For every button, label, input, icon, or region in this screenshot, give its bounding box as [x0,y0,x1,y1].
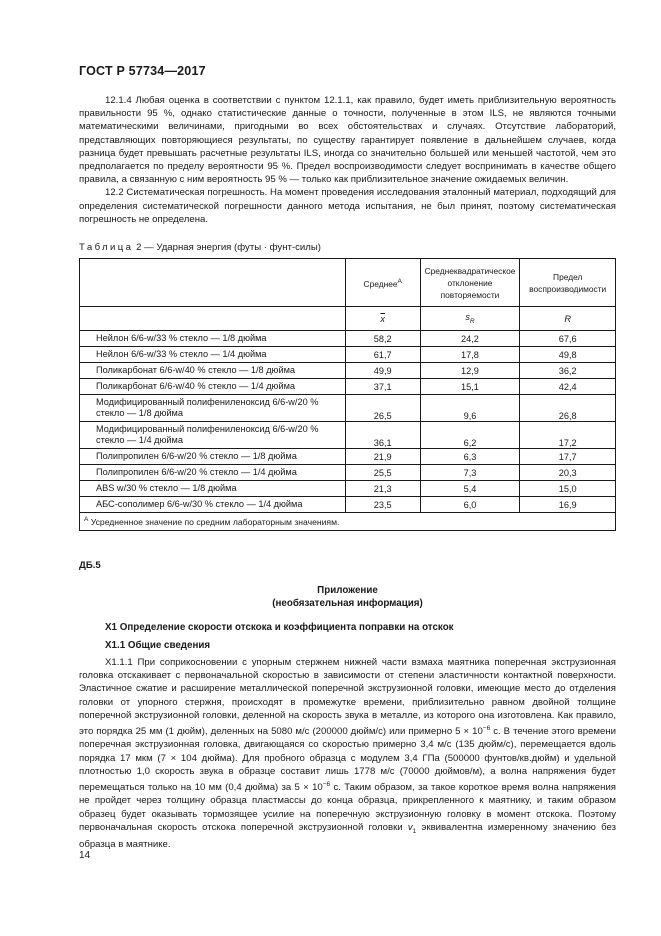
material-cell: Модифицированный полифениленоксид 6/6-w/20 % стекло — 1/4 дюйма [80,422,346,449]
sr-cell: 17,8 [420,347,520,363]
sr-cell: 9,6 [420,395,520,422]
material-cell: АБС-сополимер 6/6-w/30 % стекло — 1/4 дюйма [80,497,346,513]
table-row [80,331,616,347]
table-row [80,347,616,363]
table-row [80,481,616,497]
r-cell: 36,2 [520,363,616,379]
material-cell: Поликарбонат 6/6-w/40 % стекло — 1/4 дюйма [80,379,346,395]
table-caption-text: 2 — Ударная энергия (футы · фунт-силы) [133,242,321,253]
header-mean: Среднее$^A$ [345,259,420,307]
sr-cell: 6,2 [420,422,520,449]
r-cell: 15,0 [520,481,616,497]
table-row [80,465,616,481]
sr-cell: 6,3 [420,449,520,465]
material-cell: Нейлон 6/6-w/33 % стекло — 1/8 дюйма [80,331,346,347]
header-reproducibility: Предел воспроизводимости [520,259,616,307]
sr-cell: 12,9 [420,363,520,379]
table-symbol-row [80,307,616,331]
standard-header: ГОСТ Р 57734—2017 [79,64,206,78]
r-cell: 42,4 [520,379,616,395]
r-cell: 26,8 [520,395,616,422]
mean-cell: 21,9 [345,449,420,465]
material-cell: Полипропилен 6/6-w/20 % стекло — 1/4 дюйма [80,465,346,481]
symbol-r: R [520,307,616,331]
material-cell: Полипропилен 6/6-w/20 % стекло — 1/8 дюйма [80,449,346,465]
mean-cell: 23,5 [345,497,420,513]
r-cell: 67,6 [520,331,616,347]
page-number: 14 [79,850,91,861]
header-material [80,259,346,307]
table-row [80,363,616,379]
mean-cell: 61,7 [345,347,420,363]
sr-cell: 15,1 [420,379,520,395]
table-row [80,379,616,395]
mean-cell: 26,5 [345,395,420,422]
r-cell: 17,7 [520,449,616,465]
material-cell: Поликарбонат 6/6-w/40 % стекло — 1/8 дюйма [80,363,346,379]
header-repeatability: Среднеквадратическое отклонение повторяемости [420,259,520,307]
material-cell: ABS w/30 % стекло — 1/8 дюйма [80,481,346,497]
sr-cell: 24,2 [420,331,520,347]
paragraph-12-2: 12.2 Систематическая погрешность. На момент проведения исследования эталонный материал, подходящий для определения систематической погрешности данного метода испытания, не был принят, поэтому систематическая погрешность не определена. [79,187,616,225]
r-cell: 17,2 [520,422,616,449]
table-row [80,497,616,513]
table-caption [79,242,321,253]
impact-energy-table [79,258,616,531]
symbol-mean: $\overline{x}$ [345,307,420,331]
mean-cell: 58,2 [345,331,420,347]
table-row [80,422,616,449]
table-row [80,449,616,465]
material-cell: Модифицированный полифениленоксид 6/6-w/20 % стекло — 1/8 дюйма [80,395,346,422]
symbol-blank [80,307,346,331]
table-footnote: $^A$ Усредненное значение по средним лабораторным значениям. [80,513,616,531]
body-text-appendix [79,656,616,851]
table-footnote-row [80,513,616,531]
mean-cell: 36,1 [345,422,420,449]
appendix-subtitle: (необязательная информация) [272,598,423,609]
r-cell: 49,8 [520,347,616,363]
table-body [80,331,616,513]
section-x1-heading: X1 Определение скорости отскока и коэффициента поправки на отскок [105,622,454,633]
r-cell: 20,3 [520,465,616,481]
paragraph-x1-1-1: X1.1.1 При соприкосновении с упорным стержнем нижней части взмаха маятника поперечная экструзионная головка отскакивает с первоначальной скоростью в зависимости от степени эластичности контактной поверхности. Эластичное сжатие и расширение металлической поперечной экструзионной головки, имеющие место до отделения головки от упорного стержня, происходят в промежутке времени, приблизительно равном двойной толщине поперечной экструзионной головки, деленной на скорость звука в металле, из которого она изготовлена. Как правило, это порядка 25 мм (1 дюйм), деленных на 5080 м/с (200000 дюйм/с) или примерно $5 \times 10^{-6}$ с. В течение этого времени поперечная экструзионная головка, двигающаяся со скоростью примерно 3,4 м/с (135 дюйм/с), перемещается вдоль порядка 17 мкм (7 × 104 дюйма). Для пробного образца с модулем 3,4 ГПа (500000 фунтов/кв.дюйм) и удельной плотностью 1,0 скорость звука в образце составит лишь 1778 м/с (70000 дюймов/м), а волна напряжения будет перемещаться только на 10 мм (0,4 дюйма) за $5 \times 10^{-6}$ с. Таким образом, за такое короткое время волна напряжения не пройдет через толщину образца пластмассы до конца образца, прикрепленного к маятнику, и таким образом образец будет оказывать тормозящее усилие на поперечную экструзионную головку в момент отскока. Поэтому первоначальная скорость отскока поперечной экструзионной головки $v_1$ эквивалентна измеренному значению без образца в маятнике. [79,657,616,850]
sr-cell: 5,4 [420,481,520,497]
table-header-row [80,259,616,307]
section-x1-1-heading: X1.1 Общие сведения [105,640,211,651]
section-marker: ДБ.5 [79,560,101,571]
sr-cell: 7,3 [420,465,520,481]
material-cell: Нейлон 6/6-w/33 % стекло — 1/4 дюйма [80,347,346,363]
table-row [80,395,616,422]
r-cell: 16,9 [520,497,616,513]
mean-cell: 21,3 [345,481,420,497]
sr-cell: 6,0 [420,497,520,513]
table-caption-prefix: Таблица [79,242,134,253]
appendix-title: Приложение [317,585,378,596]
mean-cell: 37,1 [345,379,420,395]
body-text-top [79,94,616,226]
mean-cell: 49,9 [345,363,420,379]
paragraph-12-1-4: 12.1.4 Любая оценка в соответствии с пунктом 12.1.1, как правило, будет иметь приблизительную вероятность правильности 95 %, однако статистические данные о точности, полученные в этом ILS, не являются точными математическими величинами, пригодными во всех обстоятельствах и случаях. Отсутствие лабораторий, представляющих повторяющиеся результаты, по существу гарантирует появление в дальнейшем случаев, когда разница будет превышать расчетные результаты ILS, иногда со значительно большей или меньшей частотой, чем это предполагается по пределу вероятности 95 %. Предел воспроизводимости следует воспринимать в качестве общего правила, а связанную с ним вероятность 95 % — только как приблизительное значение ожидаемых величин. [79,95,616,186]
symbol-sr: $s_R$ [420,307,520,331]
mean-cell: 25,5 [345,465,420,481]
